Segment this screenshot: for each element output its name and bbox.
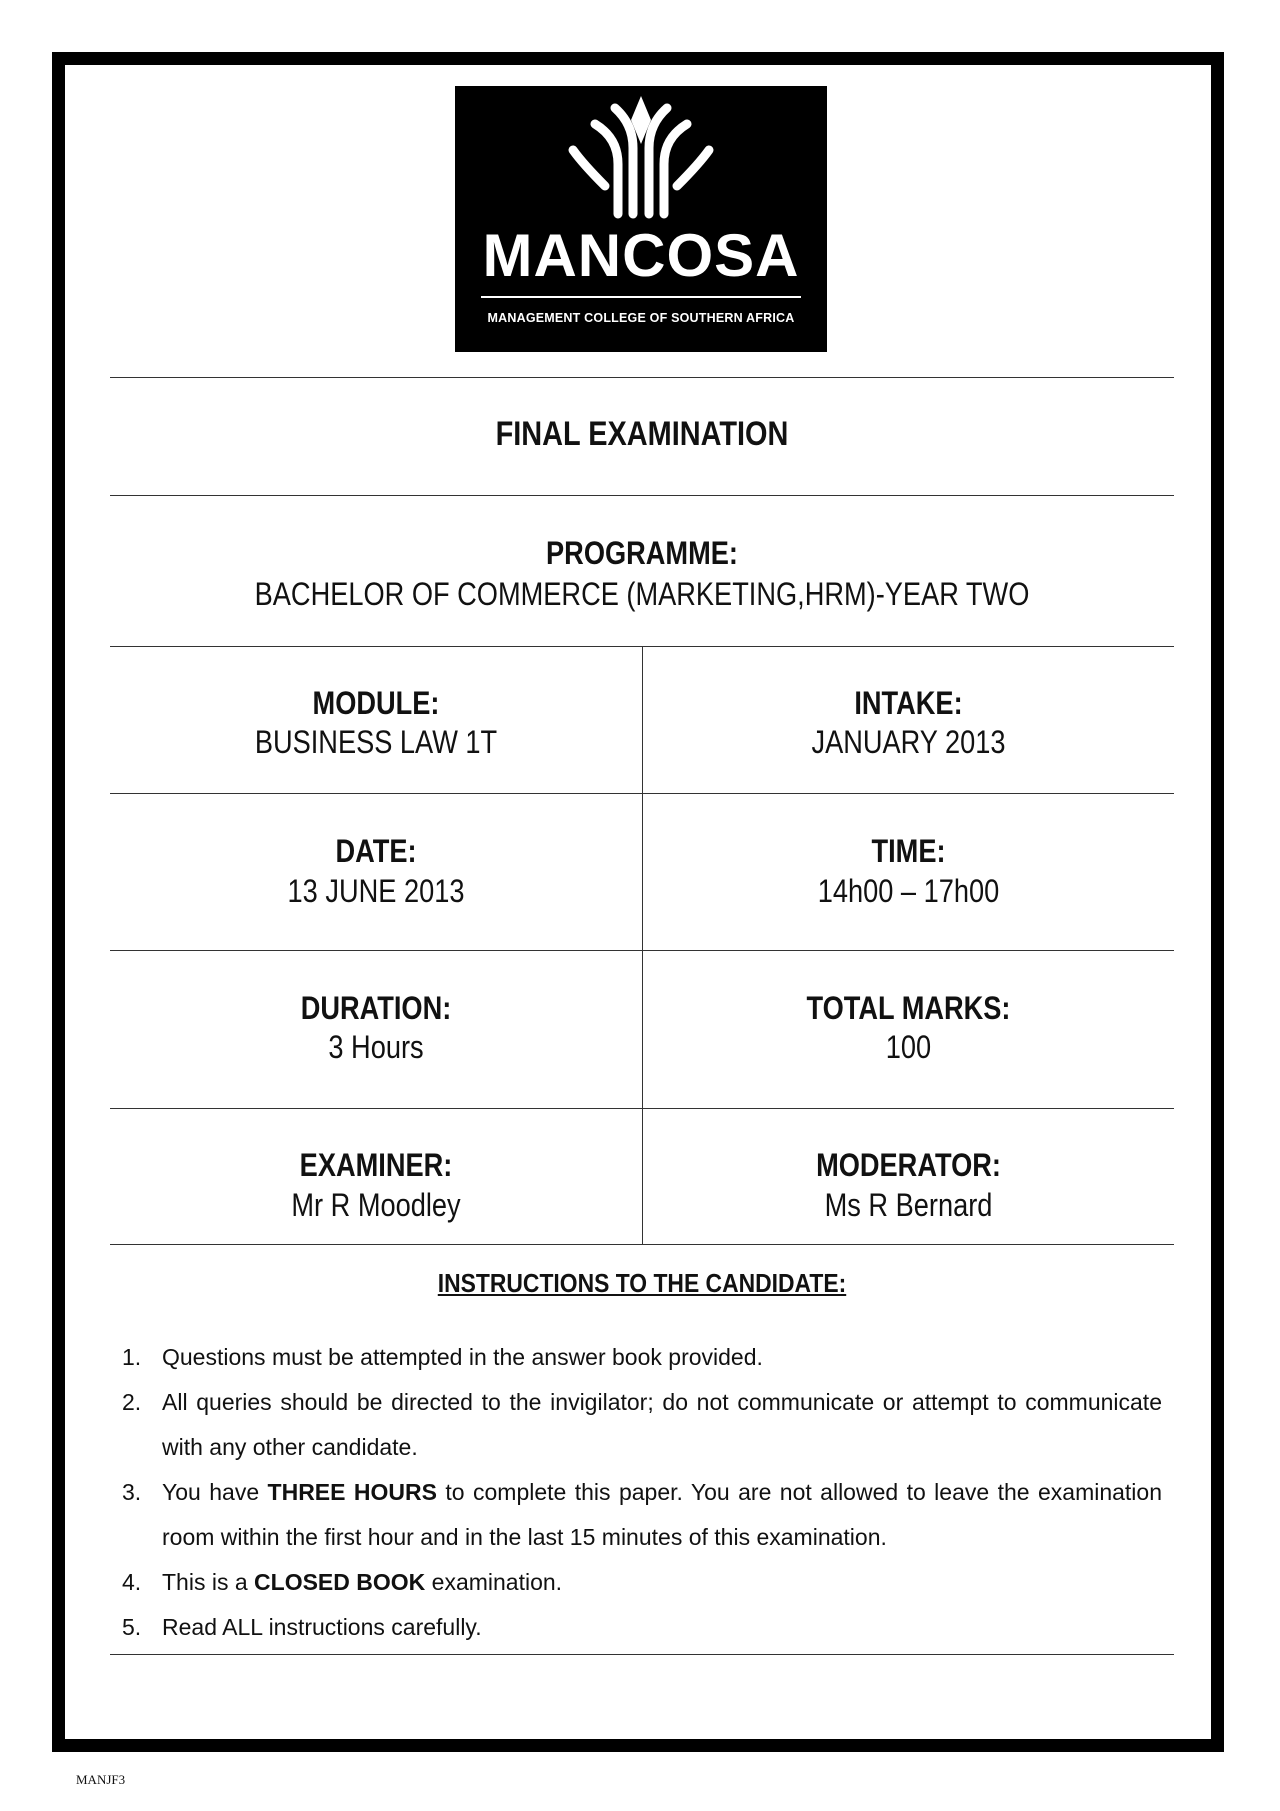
total-marks-value: 100 [885, 1029, 932, 1065]
intake-value: JANUARY 2013 [811, 724, 1006, 760]
instruction-emphasis: THREE HOURS [267, 1479, 437, 1505]
divider [110, 377, 1174, 378]
date-label: DATE: [335, 833, 417, 869]
programme-value: BACHELOR OF COMMERCE (MARKETING,HRM)-YEAR TWO [254, 576, 1030, 612]
instruction-number: 3. [122, 1479, 142, 1505]
leaf-emblem-icon [455, 86, 827, 226]
instruction-number: 1. [122, 1344, 142, 1370]
logo-wordmark: MANCOSA [482, 222, 800, 289]
instruction-item [122, 1560, 1162, 1605]
moderator-value: Ms R Bernard [824, 1187, 993, 1223]
total-marks-label: TOTAL MARKS: [806, 990, 1011, 1026]
instruction-fragment: to complete this paper. You are not allowed to leave the examination room within the first hour and in the last 15 minutes of this examination. [162, 1479, 1162, 1550]
moderator-label: MODERATOR: [816, 1147, 1001, 1183]
instruction-item [122, 1605, 1162, 1650]
duration-value: 3 Hours [328, 1029, 424, 1065]
examiner-label: EXAMINER: [299, 1147, 453, 1183]
examiner-value: Mr R Moodley [291, 1187, 461, 1223]
instruction-fragment: You have [162, 1479, 268, 1505]
module-label: MODULE: [312, 685, 440, 721]
instruction-item [122, 1380, 1162, 1470]
module-value: BUSINESS LAW 1T [254, 724, 498, 760]
instruction-fragment: This is a [162, 1569, 255, 1595]
time-label: TIME: [871, 833, 946, 869]
duration-label: DURATION: [300, 990, 452, 1026]
instruction-text [162, 1560, 1162, 1605]
logo-subtitle: MANAGEMENT COLLEGE OF SOUTHERN AFRICA [487, 311, 795, 325]
logo-divider [481, 296, 801, 298]
intake-label: INTAKE: [854, 685, 963, 721]
instruction-number: 5. [122, 1614, 142, 1640]
instructions-title: INSTRUCTIONS TO THE CANDIDATE: [437, 1268, 847, 1298]
divider [110, 793, 1174, 794]
exam-title: FINAL EXAMINATION [495, 415, 789, 453]
instruction-text [162, 1470, 1162, 1560]
instruction-number: 2. [122, 1389, 142, 1415]
instruction-item [122, 1470, 1162, 1560]
time-value: 14h00 – 17h00 [817, 873, 1000, 909]
instruction-text [162, 1335, 1162, 1380]
date-value: 13 JUNE 2013 [287, 873, 465, 909]
divider [110, 495, 1174, 496]
programme-label: PROGRAMME: [546, 535, 738, 571]
instruction-number: 4. [122, 1569, 142, 1595]
mancosa-logo [455, 86, 827, 352]
divider [110, 950, 1174, 951]
divider [110, 1654, 1174, 1655]
footer-code: MANJF3 [76, 1772, 126, 1787]
instruction-text [162, 1380, 1162, 1470]
instruction-fragment: Read ALL instructions carefully. [162, 1614, 482, 1640]
instruction-item [122, 1335, 1162, 1380]
divider [110, 1108, 1174, 1109]
instruction-fragment: Questions must be attempted in the answer book provided. [162, 1344, 763, 1370]
instruction-emphasis: CLOSED BOOK [254, 1569, 426, 1595]
column-divider [642, 646, 643, 1244]
instruction-fragment: examination. [425, 1569, 563, 1595]
instructions-list [122, 1335, 1162, 1650]
instruction-fragment: All queries should be directed to the invigilator; do not communicate or attempt to communicate with any other candidate. [162, 1389, 1162, 1460]
divider [110, 1244, 1174, 1245]
instruction-text [162, 1605, 1162, 1650]
